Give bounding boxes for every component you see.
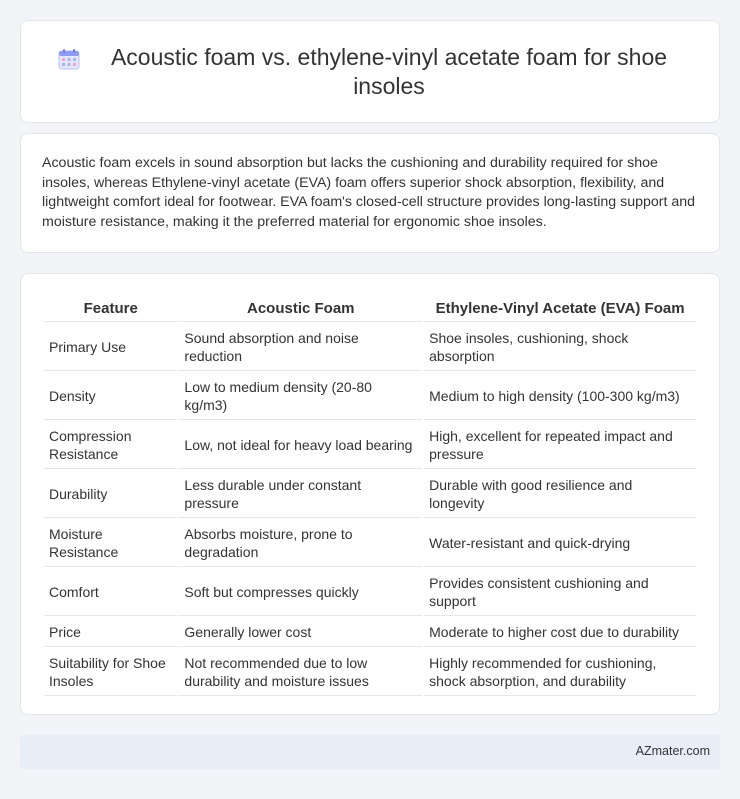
table-row xyxy=(44,324,696,371)
acoustic-cell: Absorbs moisture, prone to degradation xyxy=(179,520,422,567)
table-row xyxy=(44,471,696,518)
comparison-table xyxy=(42,294,698,698)
feature-cell: Compression Resistance xyxy=(44,422,177,469)
acoustic-cell: Soft but compresses quickly xyxy=(179,569,422,616)
table-row xyxy=(44,520,696,567)
acoustic-cell: Low, not ideal for heavy load bearing xyxy=(179,422,422,469)
eva-cell: Moderate to higher cost due to durability xyxy=(424,618,696,647)
eva-cell: High, excellent for repeated impact and pressure xyxy=(424,422,696,469)
eva-cell: Water-resistant and quick-drying xyxy=(424,520,696,567)
eva-cell: Medium to high density (100-300 kg/m3) xyxy=(424,373,696,420)
acoustic-cell: Generally lower cost xyxy=(179,618,422,647)
column-header-feature: Feature xyxy=(44,296,177,322)
eva-cell: Provides consistent cushioning and support xyxy=(424,569,696,616)
table-row xyxy=(44,618,696,647)
footer-bar xyxy=(20,735,720,769)
table-row xyxy=(44,649,696,696)
feature-cell: Primary Use xyxy=(44,324,177,371)
table-header-row xyxy=(44,296,696,322)
acoustic-cell: Sound absorption and noise reduction xyxy=(179,324,422,371)
eva-cell: Shoe insoles, cushioning, shock absorption xyxy=(424,324,696,371)
comparison-card xyxy=(20,273,720,715)
column-header-eva-foam: Ethylene-Vinyl Acetate (EVA) Foam xyxy=(424,296,696,322)
acoustic-cell: Not recommended due to low durability and moisture issues xyxy=(179,649,422,696)
intro-card xyxy=(20,133,720,253)
table-row xyxy=(44,422,696,469)
eva-cell: Highly recommended for cushioning, shock absorption, and durability xyxy=(424,649,696,696)
intro-paragraph: Acoustic foam excels in sound absorption but lacks the cushioning and durability required for shoe insoles, whereas Ethylene-vinyl acetate (EVA) foam offers superior shock absorption, flexibility, and lightweight comfort ideal for footwear. EVA foam's closed-cell structure provides long-lasting support and moisture resistance, making it the preferred material for ergonomic shoe insoles. xyxy=(42,155,696,230)
page-title: Acoustic foam vs. ethylene-vinyl acetate foam for shoe insoles xyxy=(110,43,668,99)
feature-cell: Suitability for Shoe Insoles xyxy=(44,649,177,696)
footer-brand: AZmater.com xyxy=(635,744,710,758)
feature-cell: Price xyxy=(44,618,177,647)
table-row xyxy=(44,373,696,420)
feature-cell: Comfort xyxy=(44,569,177,616)
feature-cell: Density xyxy=(44,373,177,420)
feature-cell: Moisture Resistance xyxy=(44,520,177,567)
acoustic-cell: Low to medium density (20-80 kg/m3) xyxy=(179,373,422,420)
eva-cell: Durable with good resilience and longevity xyxy=(424,471,696,518)
column-header-acoustic-foam: Acoustic Foam xyxy=(179,296,422,322)
title-card xyxy=(20,20,720,123)
acoustic-cell: Less durable under constant pressure xyxy=(179,471,422,518)
table-row xyxy=(44,569,696,616)
feature-cell: Durability xyxy=(44,471,177,518)
